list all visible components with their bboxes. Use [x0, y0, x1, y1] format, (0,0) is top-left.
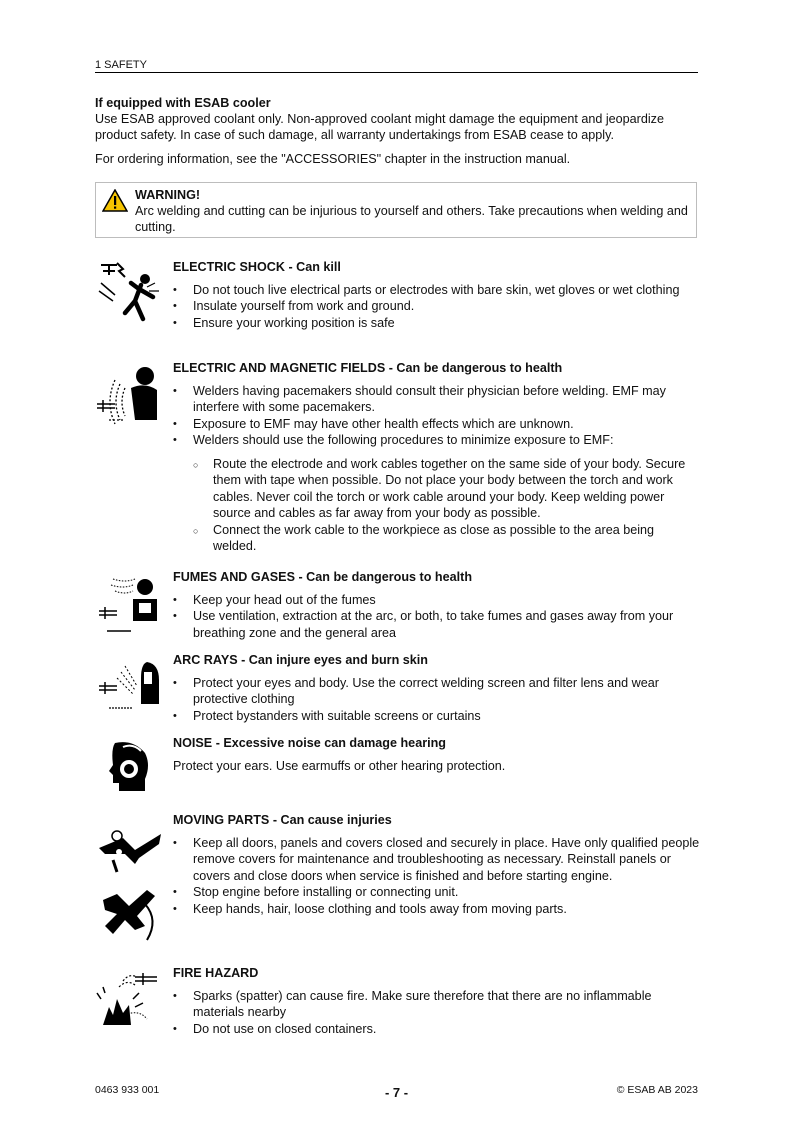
page-header: 1 SAFETY [95, 59, 698, 73]
section-title: MOVING PARTS - Can cause injuries [173, 813, 392, 827]
footer-doc-number: 0463 933 001 [95, 1084, 160, 1096]
list-item: • Welders having pacemakers should consult their physician before welding. EMF may interfere with some pacemakers. [173, 383, 700, 416]
section-title: ELECTRIC SHOCK - Can kill [173, 260, 341, 274]
list-item: ○ Connect the work cable to the workpiece as close as possible to the area being welded. [193, 522, 700, 555]
arc-rays-icon [95, 656, 165, 715]
list-item: • Protect your eyes and body. Use the correct welding screen and filter lens and wear protective clothing [173, 675, 700, 708]
list-item: • Stop engine before installing or connecting unit. [173, 884, 700, 901]
bullet-list [173, 282, 700, 332]
section-title: FIRE HAZARD [173, 966, 259, 980]
list-item: • Welders should use the following procedures to minimize exposure to EMF: [173, 432, 700, 449]
moving-parts-icon [95, 824, 165, 957]
list-item: • Do not touch live electrical parts or electrodes with bare skin, wet gloves or wet clothing [173, 282, 700, 299]
section-title: NOISE - Excessive noise can damage hearing [173, 736, 446, 750]
warning-text: Arc welding and cutting can be injurious to yourself and others. Take precautions when welding and cutting. [135, 204, 688, 234]
bullet-list [173, 835, 700, 918]
list-item: • Protect bystanders with suitable screens or curtains [173, 708, 700, 725]
section-text: Protect your ears. Use earmuffs or other hearing protection. [173, 758, 506, 773]
footer-page-number: - 7 - [384, 1085, 409, 1100]
list-item: • Keep hands, hair, loose clothing and tools away from moving parts. [173, 901, 700, 918]
electric-shock-icon [95, 261, 165, 334]
electromagnetic-field-icon [95, 362, 165, 435]
footer-copyright: © ESAB AB 2023 [616, 1084, 698, 1096]
warning-title: WARNING! [135, 188, 201, 202]
list-item: • Use ventilation, extraction at the arc, or both, to take fumes and gases away from your breathing zone and the general area [173, 608, 700, 641]
bullet-list [173, 988, 700, 1038]
noise-earmuff-icon [95, 739, 165, 798]
warning-triangle-icon [102, 189, 128, 215]
intro-block [95, 95, 700, 167]
fire-hazard-icon [95, 969, 165, 1032]
bullet-list [173, 383, 700, 449]
section-title: FUMES AND GASES - Can be dangerous to health [173, 570, 473, 584]
warning-box [95, 182, 697, 238]
cooler-heading: If equipped with ESAB cooler [95, 96, 271, 110]
list-item: • Insulate yourself from work and ground. [173, 298, 700, 315]
list-item: • Keep all doors, panels and covers closed and securely in place. Have only qualified people remove covers for maintenance and troubleshooting as necessary. Reinstall panels or covers and close doors when service is finished and before starting engine. [173, 835, 700, 885]
list-item: • Do not use on closed containers. [173, 1021, 700, 1038]
bullet-list [173, 675, 700, 725]
bullet-list [173, 592, 700, 642]
list-item: • Sparks (spatter) can cause fire. Make sure therefore that there are no inflammable materials nearby [173, 988, 700, 1021]
fumes-gases-icon [95, 573, 165, 638]
ordering-paragraph: For ordering information, see the "ACCESSORIES" chapter in the instruction manual. [95, 152, 571, 166]
list-item: ○ Route the electrode and work cables together on the same side of your body. Secure them with tape when possible. Do not place your body between the torch and work cables. Never coil the torch or work cable around your body. Keep welding power source and cables as far away from your body as possible. [193, 456, 700, 522]
list-item: • Ensure your working position is safe [173, 315, 700, 332]
list-item: • Keep your head out of the fumes [173, 592, 700, 609]
sub-bullet-list [193, 456, 700, 555]
section-title: ARC RAYS - Can injure eyes and burn skin [173, 653, 428, 667]
list-item: • Exposure to EMF may have other health effects which are unknown. [173, 416, 700, 433]
section-title: ELECTRIC AND MAGNETIC FIELDS - Can be dangerous to health [173, 361, 563, 375]
cooler-paragraph: Use ESAB approved coolant only. Non-approved coolant might damage the equipment and jeopardize product safety. In case of such damage, all warranty undertakings from ESAB cease to apply. [95, 112, 664, 142]
